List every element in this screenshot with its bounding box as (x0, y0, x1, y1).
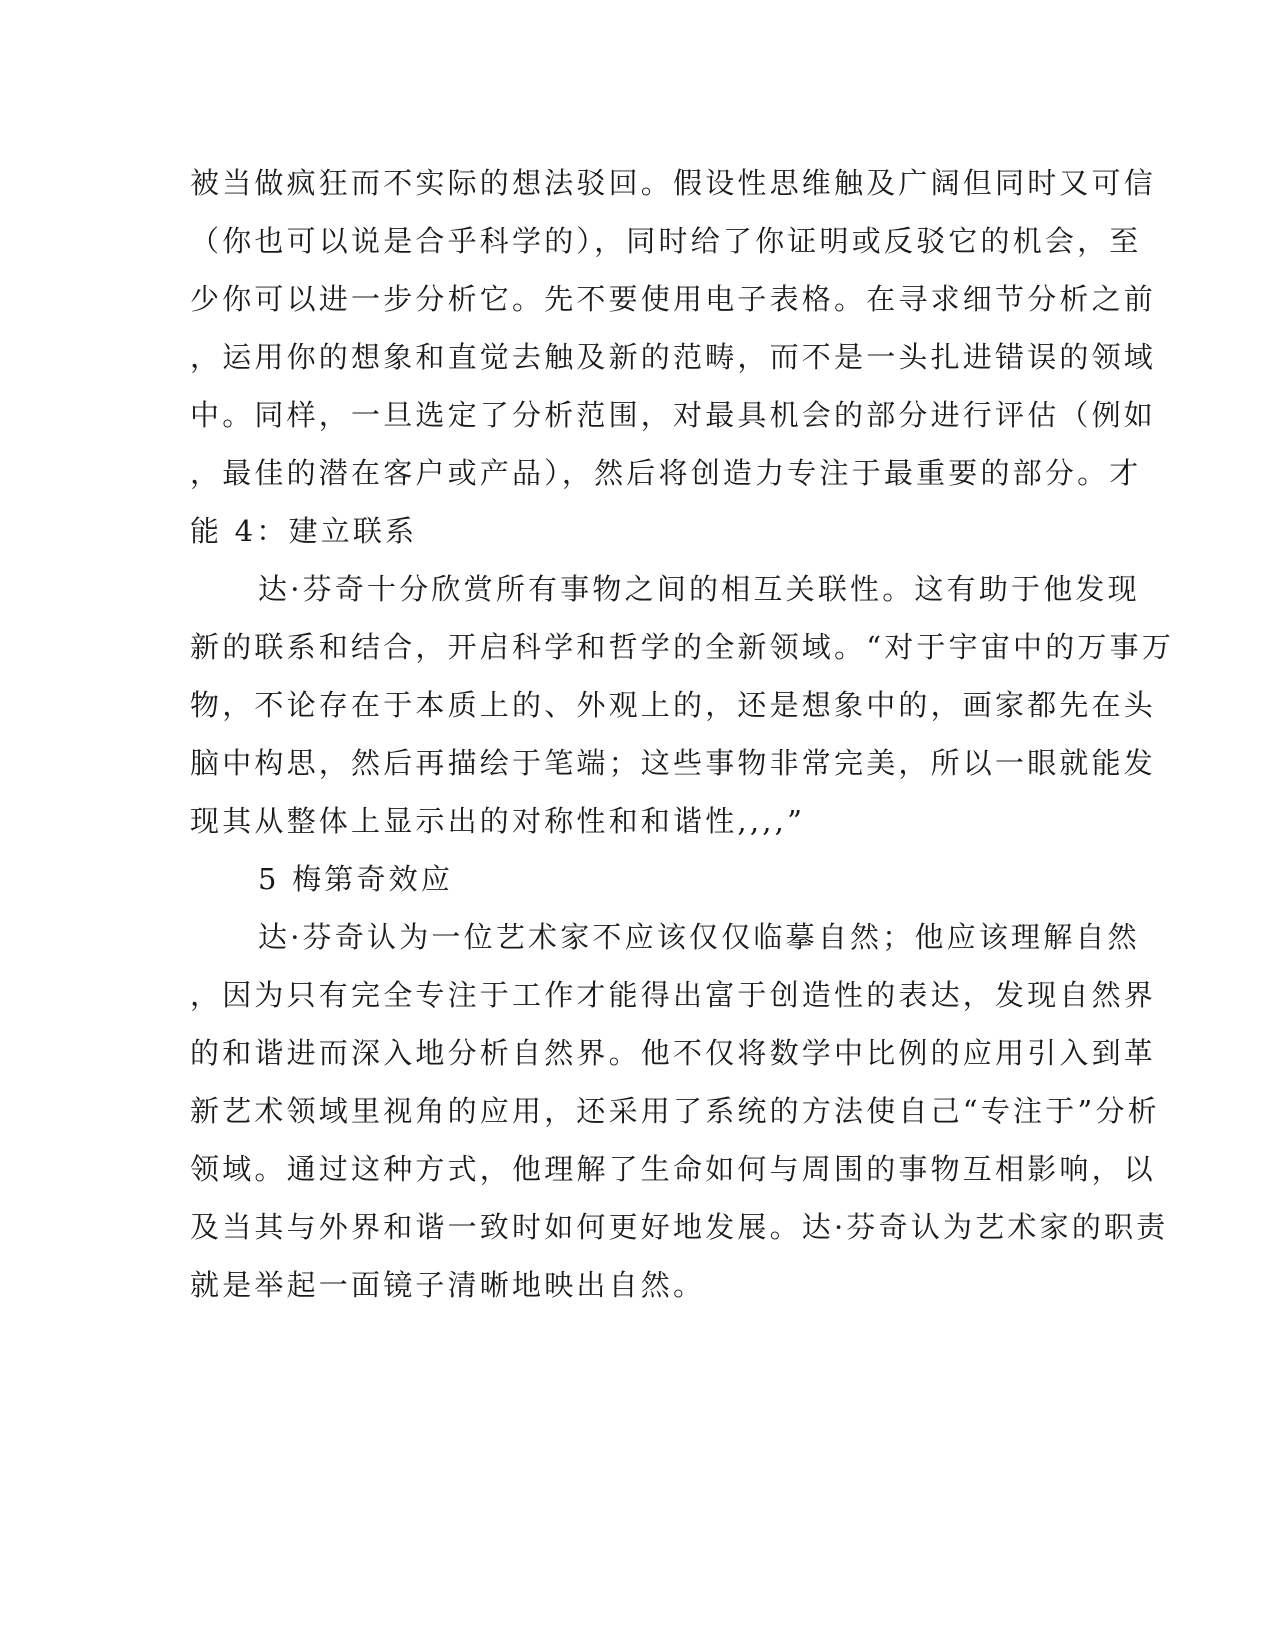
paragraph-line: 达·芬奇认为一位艺术家不应该仅仅临摹自然；他应该理解自然 (258, 920, 1140, 954)
paragraph-line: （你也可以说是合乎科学的），同时给了你证明或反驳它的机会，至 (190, 224, 1142, 258)
section-heading: 5 梅第奇效应 (258, 862, 454, 896)
paragraph-line: 新的联系和结合，开启科学和哲学的全新领域。“对于宇宙中的万事万 (190, 630, 1175, 664)
paragraph-line: 的和谐进而深入地分析自然界。他不仅将数学中比例的应用引入到革 (190, 1036, 1157, 1070)
paragraph-line: 及当其与外界和谐一致时如何更好地发展。达·芬奇认为艺术家的职责 (190, 1210, 1169, 1244)
paragraph-line: 脑中构思，然后再描绘于笔端；这些事物非常完美，所以一眼就能发 (190, 746, 1157, 780)
paragraph-line: 少你可以进一步分析它。先不要使用电子表格。在寻求细节分析之前 (190, 282, 1157, 316)
paragraph-line: ，运用你的想象和直觉去触及新的范畴，而不是一头扎进错误的领域 (190, 340, 1157, 374)
paragraph-line: 就是举起一面镜子清晰地映出自然。 (190, 1268, 706, 1302)
paragraph-line: 中。同样，一旦选定了分析范围，对最具机会的部分进行评估（例如 (190, 398, 1157, 432)
paragraph-line: 新艺术领域里视角的应用，还采用了系统的方法使自己“专注于”分析 (190, 1094, 1160, 1128)
paragraph-line: 达·芬奇十分欣赏所有事物之间的相互关联性。这有助于他发现 (258, 572, 1140, 606)
paragraph-line: 被当做疯狂而不实际的想法驳回。假设性思维触及广阔但同时又可信 (190, 166, 1157, 200)
paragraph-line: ，最佳的潜在客户或产品），然后将创造力专注于最重要的部分。才 (190, 456, 1142, 490)
section-heading: 能 4：建立联系 (190, 514, 418, 548)
paragraph-line: ，因为只有完全专注于工作才能得出富于创造性的表达，发现自然界 (190, 978, 1157, 1012)
paragraph-line: 物，不论存在于本质上的、外观上的，还是想象中的，画家都先在头 (190, 688, 1157, 722)
paragraph-line: 领域。通过这种方式，他理解了生命如何与周围的事物互相影响，以 (190, 1152, 1157, 1186)
paragraph-line: 现其从整体上显示出的对称性和和谐性,,,,” (190, 804, 806, 838)
